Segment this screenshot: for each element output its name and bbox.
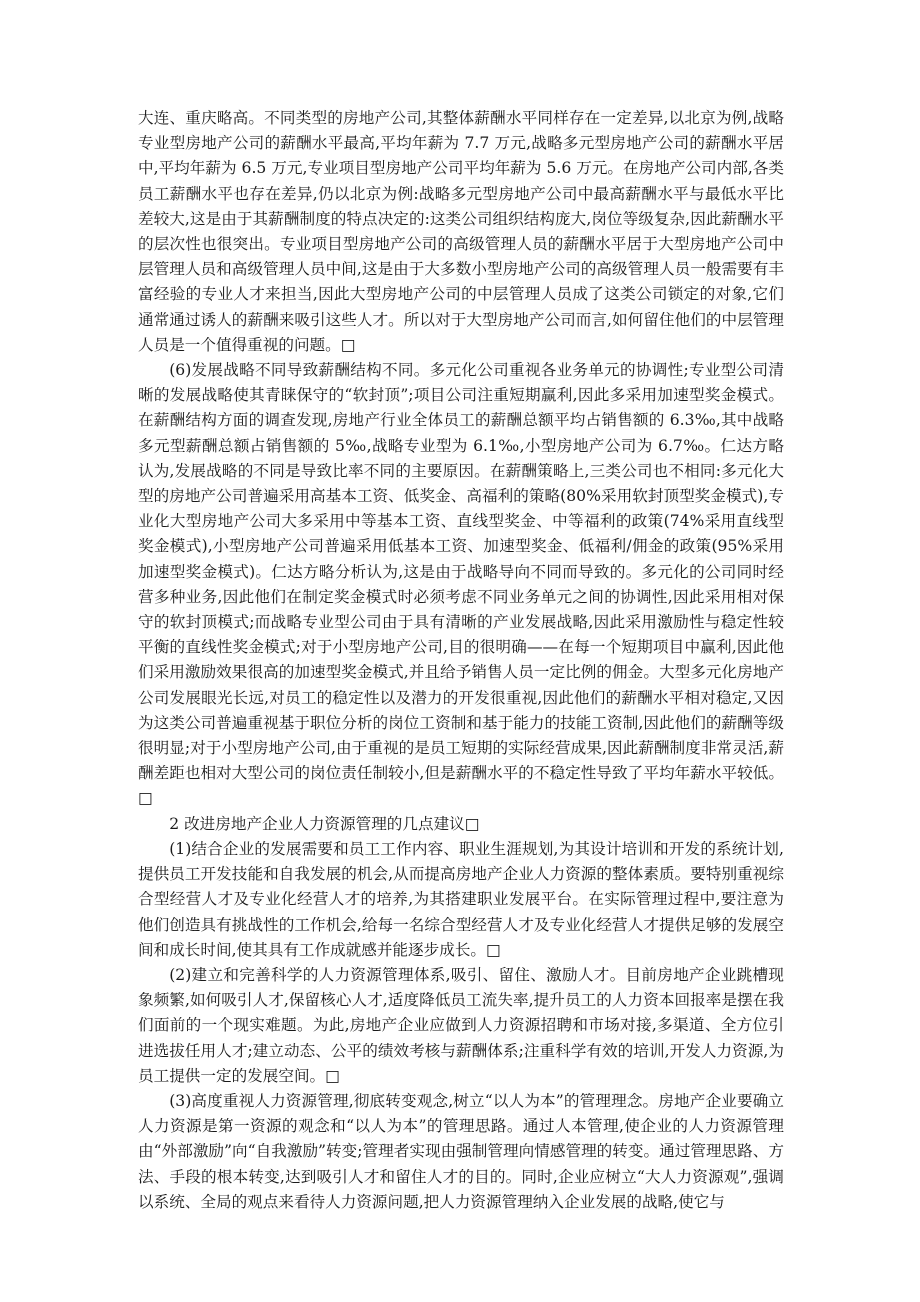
paragraph-suggestion-2: (2)建立和完善科学的人力资源管理体系,吸引、留住、激励人才。目前房地产企业跳槽现象频繁,如何吸引人才,保留核心人才,适度降低员工流失率,提升员工的人力资本回报率是摆在我们面前的一个现实难题。为此,房地产企业应做到人力资源招聘和市场对接,多渠道、全方位引进选拔任用人才;建立动态、公平的绩效考核与薪酬体系;注重科学有效的培训,开发人力资源,为员工提供一定的发展空间。□ — [138, 965, 784, 1085]
document-body — [138, 106, 784, 1215]
paragraph-suggestion-1: (1)结合企业的发展需要和员工工作内容、职业生涯规划,为其设计培训和开发的系统计划,提供员工开发技能和自我发展的机会,从而提高房地产企业人力资源的整体素质。要特别重视综合型经营人才及专业化经营人才的培养,为其搭建职业发展平台。在实际管理过程中,要注意为他们创造具有挑战性的工作机会,给每一名综合型经营人才及专业化经营人才提供足够的发展空间和成长时间,使其具有工作成就感并能逐步成长。□ — [138, 839, 784, 959]
section-heading: 2 改进房地产企业人力资源管理的几点建议□ — [169, 814, 480, 833]
paragraph-strategy-structure: (6)发展战略不同导致薪酬结构不同。多元化公司重视各业务单元的协调性;专业型公司清晰的发展战略使其青睐保守的“软封顶”;项目公司注重短期赢利,因此多采用加速型奖金模式。在薪酬结构方面的调查发现,房地产行业全体员工的薪酬总额平均占销售额的 6.3‰,其中战略多元型薪酬总额占销售额的 5‰,战略专业型为 6.1‰,小型房地产公司为 6.7‰。仁达方略认为,发展战略的不同是导致比率不同的主要原因。在薪酬策略上,三类公司也不相同:多元化大型的房地产公司普遍采用高基本工资、低奖金、高福利的策略(80%采用软封顶型奖金模式),专业化大型房地产公司大多采用中等基本工资、直线型奖金、中等福利的政策(74%采用直线型奖金模式),小型房地产公司普遍采用低基本工资、加速型奖金、低福利/佣金的政策(95%采用加速型奖金模式)。仁达方略分析认为,这是由于战略导向不同而导致的。多元化的公司同时经营多种业务,因此他们在制定奖金模式时必须考虑不同业务单元之间的协调性,因此采用相对保守的软封顶模式;而战略专业型公司由于具有清晰的产业发展战略,因此采用激励性与稳定性较平衡的直线性奖金模式;对于小型房地产公司,目的很明确——在每一个短期项目中赢利,因此他们采用激励效果很高的加速型奖金模式,并且给予销售人员一定比例的佣金。大型多元化房地产公司发展眼光长远,对员工的稳定性以及潜力的开发很重视,因此他们的薪酬水平相对稳定,又因为这类公司普遍重视基于职位分析的岗位工资制和基于能力的技能工资制,因此他们的薪酬等级很明显;对于小型房地产公司,由于重视的是员工短期的实际经营成果,因此薪酬制度非常灵活,薪酬差距也相对大型公司的岗位责任制较小,但是薪酬水平的不稳定性导致了平均年薪水平较低。□ — [138, 361, 784, 808]
paragraph-salary-levels: 大连、重庆略高。不同类型的房地产公司,其整体薪酬水平同样存在一定差异,以北京为例,战略专业型房地产公司的薪酬水平最高,平均年薪为 7.7 万元,战略多元型房地产公司的薪酬水平居中,平均年薪为 6.5 万元,专业项目型房地产公司平均年薪为 5.6 万元。在房地产公司内部,各类员工薪酬水平也存在差异,仍以北京为例:战略多元型房地产公司中最高薪酬水平与最低水平比差较大,这是由于其薪酬制度的特点决定的:这类公司组织结构庞大,岗位等级复杂,因此薪酬水平的层次性也很突出。专业项目型房地产公司的高级管理人员的薪酬水平居于大型房地产公司中层管理人员和高级管理人员中间,这是由于大多数小型房地产公司的高级管理人员一般需要有丰富经验的专业人才来担当,因此大型房地产公司的中层管理人员成了这类公司锁定的对象,它们通常通过诱人的薪酬来吸引这些人才。所以对于大型房地产公司而言,如何留住他们的中层管理人员是一个值得重视的问题。□ — [138, 109, 784, 354]
paragraph-suggestion-3: (3)高度重视人力资源管理,彻底转变观念,树立“以人为本”的管理理念。房地产企业要确立人力资源是第一资源的观念和“以人为本”的管理思路。通过人本管理,使企业的人力资源管理由“外部激励”向“自我激励”转变;管理者实现由强制管理向情感管理的转变。通过管理思路、方法、手段的根本转变,达到吸引人才和留住人才的目的。同时,企业应树立“大人力资源观”,强调以系统、全局的观点来看待人力资源问题,把人力资源管理纳入企业发展的战略,使它与 — [138, 1091, 784, 1211]
